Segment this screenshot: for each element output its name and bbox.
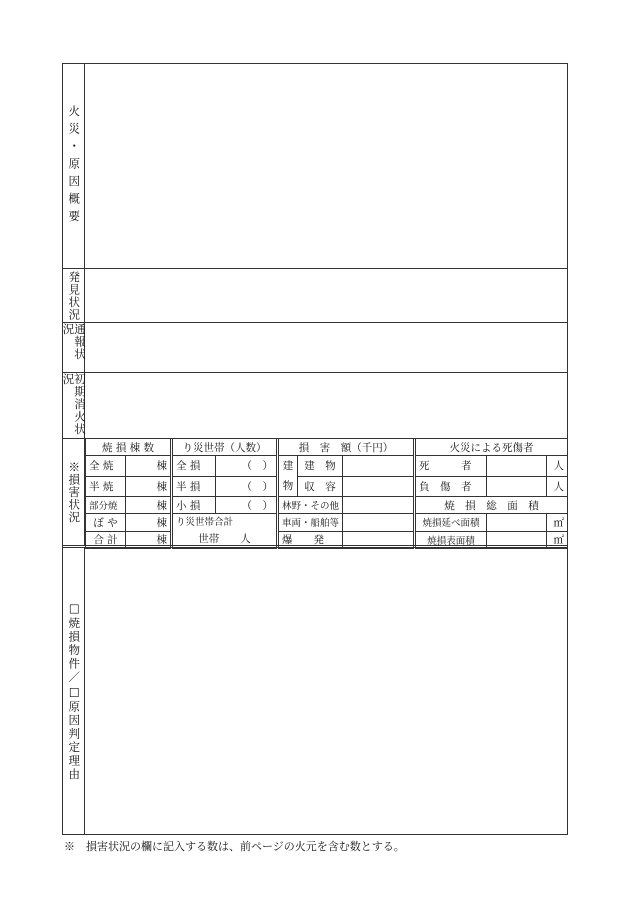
vehicles-value[interactable] — [343, 514, 415, 532]
building-amount-value[interactable] — [343, 456, 415, 477]
table-row — [86, 531, 568, 549]
explosion-label: 爆 発 — [278, 531, 343, 549]
damage-table — [85, 439, 568, 549]
injured-label: 負 傷 者 — [415, 476, 487, 497]
partial-burn-label: 部分焼 — [86, 497, 126, 514]
deaths-value[interactable] — [487, 456, 547, 477]
table-row — [86, 456, 568, 477]
smoke-label: ぼ や — [86, 514, 126, 532]
households-header: り災世帯（人数） — [172, 439, 278, 456]
explosion-value[interactable] — [343, 531, 415, 549]
half-loss-count[interactable]: （ ） — [216, 476, 278, 497]
amount-header: 損 害 額（千円） — [278, 439, 415, 456]
table-row — [86, 497, 568, 514]
report-label: 通報状況 — [61, 323, 87, 361]
injured-value[interactable] — [487, 476, 547, 497]
forest-other-label: 林野・その他 — [278, 497, 343, 514]
total-label: 合 計 — [86, 531, 126, 549]
initial-fire-label: 初期消火状況 — [61, 373, 87, 436]
report-form — [62, 63, 568, 835]
discovery-field[interactable] — [85, 269, 567, 322]
full-burn-count[interactable]: 棟 — [126, 456, 172, 477]
table-row — [86, 476, 568, 497]
fire-cause-field[interactable] — [85, 64, 567, 268]
report-field[interactable] — [85, 323, 567, 372]
burned-items-field[interactable] — [85, 548, 567, 834]
floor-area-label: 焼損延べ面積 — [415, 514, 487, 532]
casualties-header: 火災による死傷者 — [415, 439, 568, 456]
vehicles-label: 車両・船舶等 — [278, 514, 343, 532]
total-burned-area-label: 焼 損 総 面 積 — [415, 497, 568, 514]
discovery-label: 発見状況 — [67, 270, 82, 321]
contents-amount-label: 収 容 — [298, 476, 343, 497]
smoke-count[interactable]: 棟 — [126, 514, 172, 532]
total-loss-count[interactable]: （ ） — [216, 456, 278, 477]
initial-fire-section — [63, 373, 567, 439]
surface-area-value[interactable] — [487, 531, 547, 549]
half-burn-count[interactable]: 棟 — [126, 476, 172, 497]
half-burn-label: 半 焼 — [86, 476, 126, 497]
building-label-top: 建 — [282, 460, 294, 472]
damage-label: ※損害状況 — [67, 460, 82, 524]
burned-items-label: □焼損物件／□原因判定理由 — [67, 600, 82, 782]
full-burn-label: 全 焼 — [86, 456, 126, 477]
small-loss-count[interactable]: （ ） — [216, 497, 278, 514]
partial-burn-count[interactable]: 棟 — [126, 497, 172, 514]
table-header-row — [86, 439, 568, 456]
building-label-bottom: 物 — [282, 480, 294, 492]
total-count[interactable]: 棟 — [126, 531, 172, 549]
table-row — [86, 514, 568, 532]
deaths-unit: 人 — [547, 456, 568, 477]
injured-unit: 人 — [547, 476, 568, 497]
forest-other-value[interactable] — [343, 497, 415, 514]
discovery-section — [63, 269, 567, 323]
damage-section — [63, 439, 567, 548]
deaths-label: 死 者 — [415, 456, 487, 477]
report-section — [63, 323, 567, 373]
surface-area-label: 焼損表面積 — [415, 531, 487, 549]
small-loss-label: 小 損 — [172, 497, 216, 514]
fire-cause-label: 火災・原因概要 — [67, 104, 82, 228]
building-amount-label: 建 物 — [298, 456, 343, 477]
surface-area-unit: ㎡ — [547, 531, 568, 549]
fire-cause-section — [63, 64, 567, 269]
half-loss-label: 半 損 — [172, 476, 216, 497]
household-total-label: り災世帯合計 — [176, 517, 234, 528]
floor-area-unit: ㎡ — [547, 514, 568, 532]
initial-fire-field[interactable] — [85, 373, 567, 438]
household-total-value[interactable]: 世帯 人 — [198, 533, 251, 545]
burned-items-section — [63, 548, 567, 834]
buildings-header: 焼 損 棟 数 — [86, 439, 172, 456]
contents-amount-value[interactable] — [343, 476, 415, 497]
total-loss-label: 全 損 — [172, 456, 216, 477]
footnote: ※ 損害状況の欄に記入する数は、前ページの火元を含む数とする。 — [64, 840, 405, 853]
floor-area-value[interactable] — [487, 514, 547, 532]
